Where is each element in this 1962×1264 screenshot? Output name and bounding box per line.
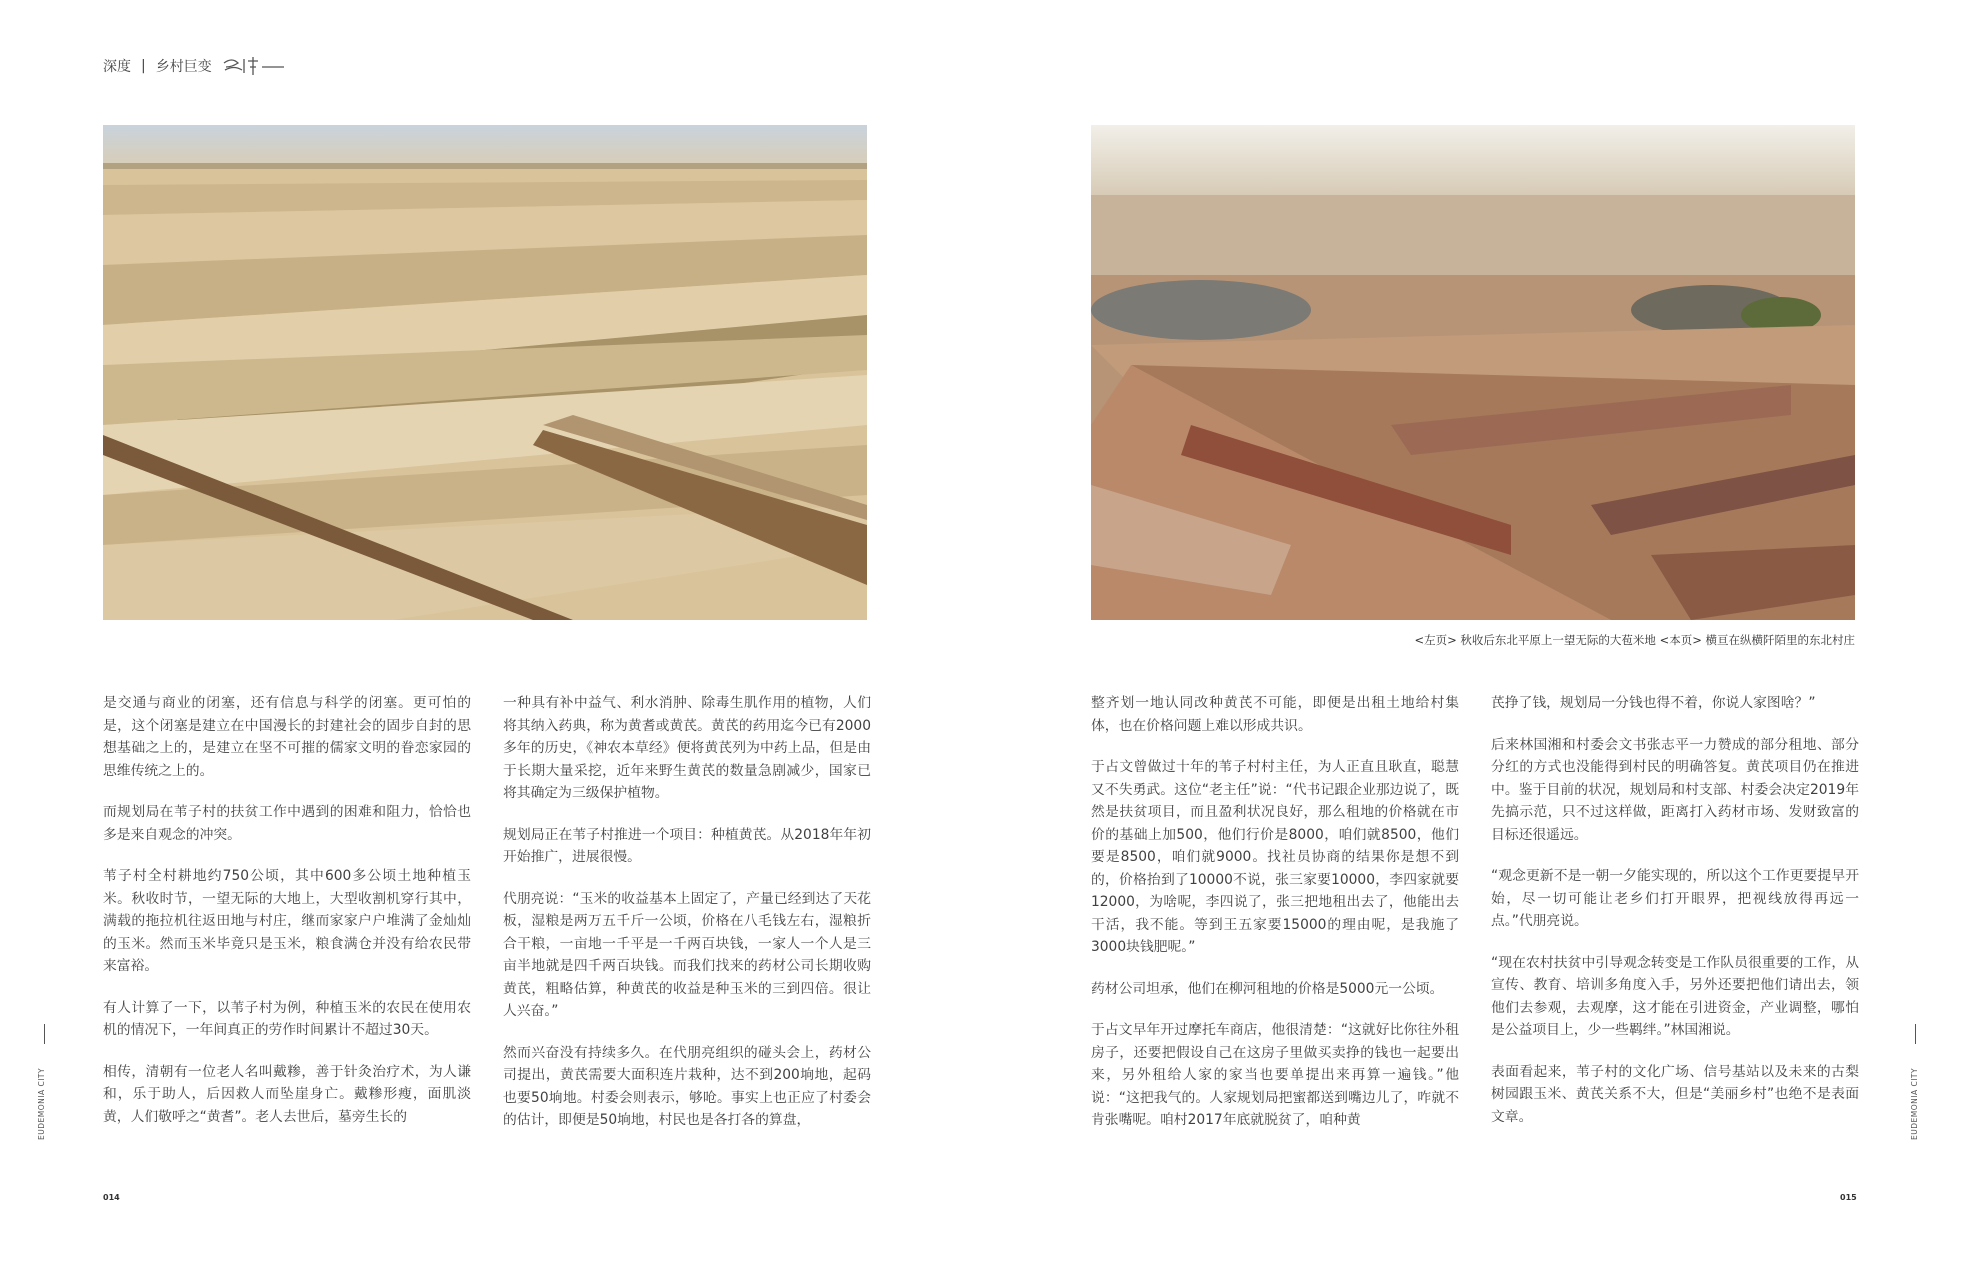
side-label-left: EUDEMONIA CITY [37, 1067, 46, 1140]
paragraph: 整齐划一地认同改种黄芪不可能，即便是出租土地给村集体，也在价格问题上难以形成共识。 [1091, 695, 1459, 734]
margin-tick [1915, 1024, 1916, 1044]
side-label-right: EUDEMONIA CITY [1910, 1067, 1919, 1140]
text-column-3 [1091, 692, 1459, 1151]
margin-tick [44, 1024, 45, 1044]
calligraphy-logo-icon [222, 55, 286, 77]
paragraph: “现在农村扶贫中引导观念转变是工作队员很重要的工作，从宣传、教育、培训多角度入手，另外还要把他们请出去，领他们去参观，去观摩，这才能在引进资金，产业调整，哪怕是公益项目上，少一些羁绊。”林国湘说。 [1491, 954, 1859, 1038]
header-separator: | [141, 58, 146, 74]
paragraph: 然而兴奋没有持续多久。在代朋亮组织的碰头会上，药材公司提出，黄芪需要大面积连片栽种，达不到200垧地，起码也要50垧地。村委会则表示，够呛。事实上也正应了村委会的估计，即便是50垧地，村民也是各打各的算盘， [503, 1044, 871, 1128]
village-aerial-photo [1091, 125, 1855, 620]
paragraph: 是交通与商业的闭塞，还有信息与科学的闭塞。更可怕的是，这个闭塞是建立在中国漫长的封建社会的固步自封的思想基础之上的，是建立在坚不可摧的儒家文明的眷恋家园的思维传统之上的。 [103, 695, 471, 779]
page-number-right: 015 [1840, 1193, 1857, 1202]
paragraph: 药材公司坦承，他们在柳河租地的价格是5000元一公顷。 [1091, 980, 1444, 997]
paragraph: 苇子村全村耕地约750公顷，其中600多公顷土地种植玉米。秋收时节，一望无际的大地上，大型收割机穿行其中，满载的拖拉机往返田地与村庄，继而家家户户堆满了金灿灿的玉米。然而玉米毕竟只是玉米，粮食满仓并没有给农民带来富裕。 [103, 868, 471, 974]
paragraph: 而规划局在苇子村的扶贫工作中遇到的困难和阻力，恰恰也多是来自观念的冲突。 [103, 804, 471, 843]
paragraph: 表面看起来，苇子村的文化广场、信号基站以及未来的古梨树园跟玉米、黄芪关系不大，但是“美丽乡村”也绝不是表面文章。 [1491, 1063, 1859, 1125]
paragraph: 芪挣了钱，规划局一分钱也得不着，你说人家图啥？” [1491, 695, 1816, 711]
photo-caption: <左页> 秋收后东北平原上一望无际的大苞米地 <本页> 横亘在纵横阡陌里的东北村庄 [1414, 633, 1855, 647]
paragraph: “观念更新不是一朝一夕能实现的，所以这个工作更要提早开始，尽一切可能让老乡们打开眼界，把视线放得再远一点。”代朋亮说。 [1491, 868, 1859, 929]
section-header [103, 55, 286, 77]
paragraph: 后来林国湘和村委会文书张志平一力赞成的部分租地、部分分红的方式也没能得到村民的明确答复。黄芪项目仍在推进中。鉴于目前的状况，规划局和村支部、村委会决定2019年先搞示范，只不过这样做，距离打入药材市场、发财致富的目标还很遥远。 [1491, 736, 1859, 843]
text-column-2 [503, 692, 871, 1151]
text-column-4 [1491, 692, 1859, 1147]
section-name: 深度 [103, 59, 131, 75]
paragraph: 代朋亮说：“玉米的收益基本上固定了，产量已经到达了天花板，湿粮是两万五千斤一公顷，价格在八毛钱左右，湿粮折合干粮，一亩地一千平是一千两百块钱，一家人一个人是三亩半地就是四千两百块钱。而我们找来的药材公司长期收购黄芪，粗略估算，种黄芪的收益是种玉米的三到四倍。很让人兴奋。” [503, 890, 871, 1019]
page-number-left: 014 [103, 1193, 120, 1202]
paragraph: 于占文早年开过摩托车商店，他很清楚：“这就好比你往外租房子，还要把假设自己在这房子里做买卖挣的钱也一起要出来，另外租给人家的家当也要单提出来再算一遍钱。”他说：“这把我气的。人家规划局把蜜都送到嘴边儿了，咋就不肯张嘴呢。咱村2017年底就脱贫了，咱种黄 [1091, 1022, 1459, 1128]
paragraph: 一种具有补中益气、利水消肿、除毒生肌作用的植物，人们将其纳入药典，称为黄耆或黄芪。黄芪的药用迄今已有2000多年的历史，《神农本草经》便将黄芪列为中药上品，但是由于长期大量采挖，近年来野生黄芪的数量急剧减少，国家已将其确定为三级保护植物。 [503, 695, 871, 801]
cornfield-aerial-photo [103, 125, 867, 620]
paragraph: 于占文曾做过十年的苇子村村主任，为人正直且耿直，聪慧又不失勇武。这位“老主任”说：“代书记跟企业那边说了，既然是扶贫项目，而且盈利状况良好，那么租地的价格就在市价的基础上加500，他们行价是8000，咱们就8500，他们要是8500，咱们就9000。找社员协商的结果你是想不到的，价格抬到了10000不说，张三家要10000，李四家就要12000，为啥呢，李四说了，张三把地租出去了，他能出去干活，我不能。等到王五家要15000的理由呢，是我施了3000块钱肥呢。” [1091, 759, 1459, 955]
paragraph: 相传，清朝有一位老人名叫戴糁，善于针灸治疗术，为人谦和，乐于助人，后因救人而坠崖身亡。戴糁形瘦，面肌淡黄，人们敬呼之“黄耆”。老人去世后，墓旁生长的 [103, 1063, 471, 1125]
paragraph: 有人计算了一下，以苇子村为例，种植玉米的农民在使用农机的情况下，一年间真正的劳作时间累计不超过30天。 [103, 999, 471, 1038]
paragraph: 规划局正在苇子村推进一个项目：种植黄芪。从2018年年初开始推广，进展很慢。 [503, 826, 871, 865]
text-column-1 [103, 692, 471, 1147]
section-topic: 乡村巨变 [155, 59, 212, 75]
